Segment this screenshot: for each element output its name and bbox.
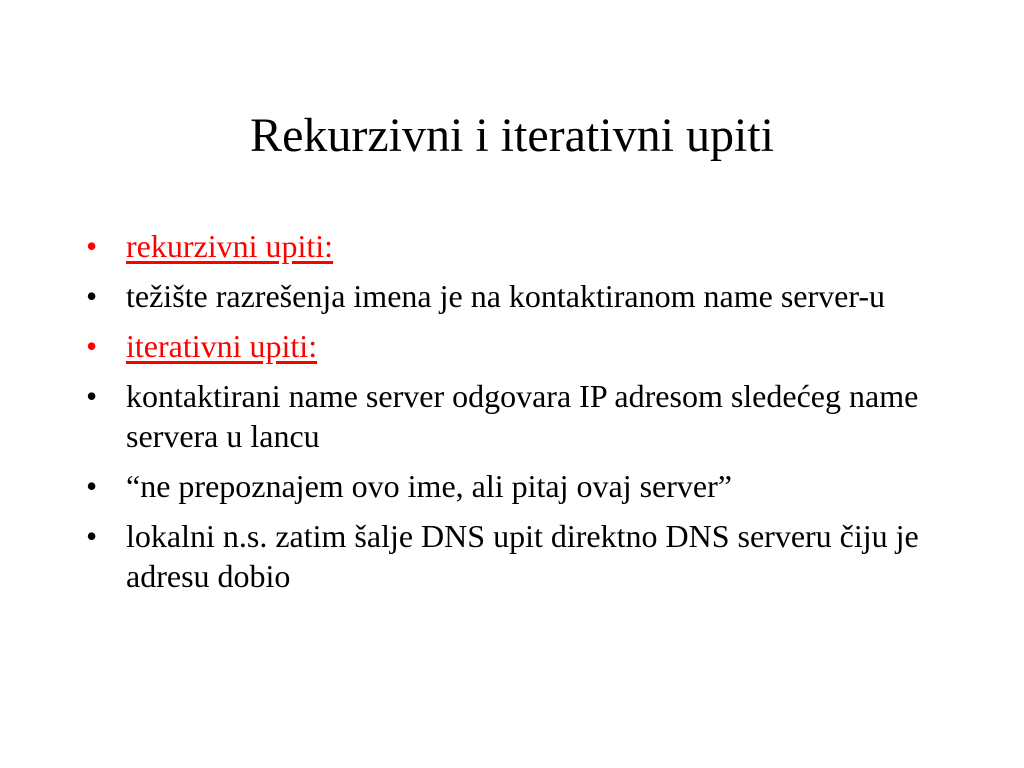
bullet-icon: • bbox=[86, 518, 98, 554]
bullet-item-contacted-server-reply bbox=[86, 376, 966, 456]
slide-title: Rekurzivni i iterativni upiti bbox=[250, 109, 774, 162]
bullet-icon: • bbox=[86, 228, 98, 264]
bullet-text: kontaktirani name server odgovara IP adresom sledećeg name servera u lancu bbox=[126, 378, 919, 454]
bullet-item-iterative-queries bbox=[86, 326, 966, 366]
bullet-list bbox=[86, 226, 966, 606]
bullet-item-quote bbox=[86, 466, 966, 506]
bullet-text: rekurzivni upiti: bbox=[126, 228, 334, 264]
bullet-text: lokalni n.s. zatim šalje DNS upit direktno DNS serveru čiju je adresu dobio bbox=[126, 518, 919, 594]
bullet-item-local-ns bbox=[86, 516, 966, 596]
bullet-text: iterativni upiti: bbox=[126, 328, 318, 364]
bullet-icon: • bbox=[86, 378, 98, 414]
bullet-icon: • bbox=[86, 278, 98, 314]
bullet-item-resolution-focus bbox=[86, 276, 966, 316]
bullet-text: “ne prepoznajem ovo ime, ali pitaj ovaj server” bbox=[126, 468, 732, 504]
bullet-icon: • bbox=[86, 328, 98, 364]
bullet-item-recursive-queries bbox=[86, 226, 966, 266]
bullet-text: težište razrešenja imena je na kontaktiranom name server-u bbox=[126, 278, 885, 314]
bullet-icon: • bbox=[86, 468, 98, 504]
